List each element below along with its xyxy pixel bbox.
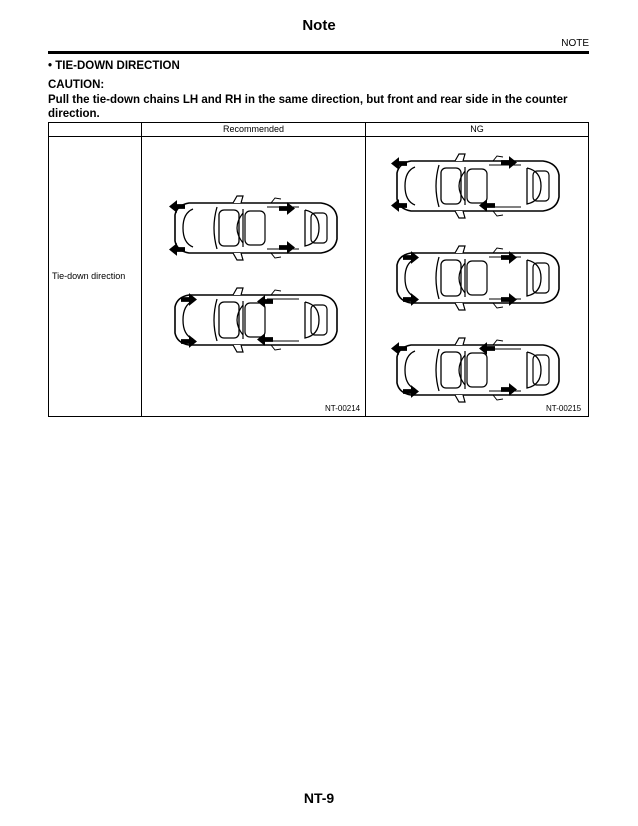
row-label: Tie-down direction (52, 271, 126, 281)
car-diagram (175, 288, 337, 352)
heading-text: TIE-DOWN DIRECTION (55, 60, 180, 72)
section-tag: NOTE (561, 38, 589, 49)
car-diagram (397, 338, 559, 402)
column-divider (365, 123, 366, 416)
page-title: Note (302, 17, 336, 34)
ng-figure (383, 143, 573, 413)
header-divider (49, 136, 588, 137)
car-diagram (397, 246, 559, 310)
header-empty (49, 123, 141, 136)
page-number: NT-9 (303, 790, 335, 806)
car-diagram (397, 154, 559, 218)
section-heading (48, 60, 180, 72)
header-ng: NG (470, 124, 484, 134)
caution-text: Pull the tie-down chains LH and RH in the same direction, but front and rear side in the counter direction. (48, 94, 568, 120)
bullet-mark: • (48, 60, 53, 72)
recommended-figure (161, 185, 351, 365)
tie-down-table (48, 122, 589, 417)
header-rule (48, 51, 589, 54)
car-diagram (175, 196, 337, 260)
figure-code-recommended: NT-00214 (325, 404, 361, 413)
column-divider (141, 123, 142, 416)
caution-label: CAUTION: (48, 79, 105, 91)
figure-code-ng: NT-00215 (546, 404, 582, 413)
header-recommended: Recommended (222, 124, 285, 134)
